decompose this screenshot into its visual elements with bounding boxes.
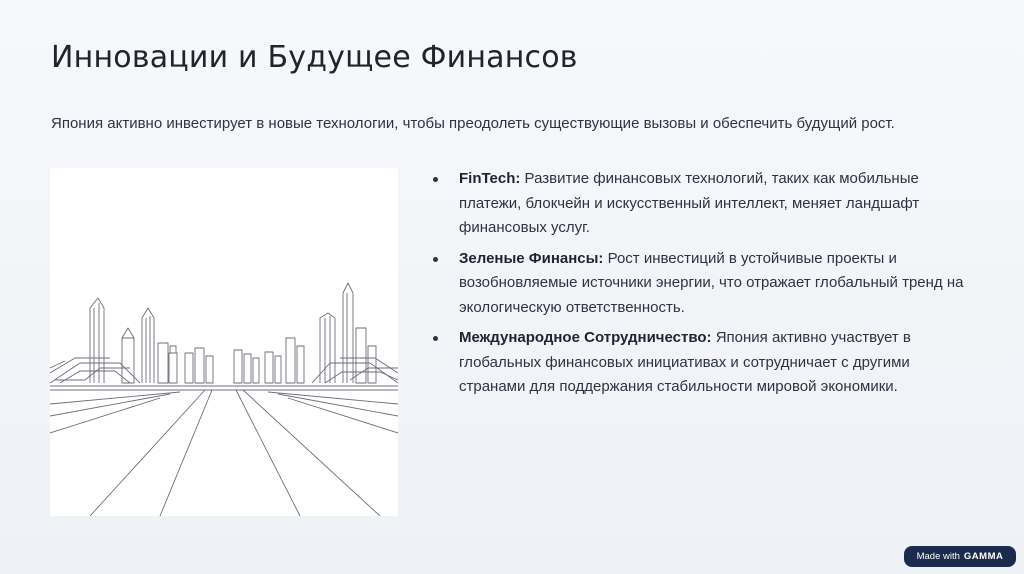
bullet-point-icon — [433, 336, 438, 341]
slide-subtitle: Япония активно инвестирует в новые технологии, чтобы преодолеть существующие вызовы и обеспечить будущий рост. — [51, 115, 895, 132]
bullet-point-icon — [433, 257, 438, 262]
bullet-text: Развитие финансовых технологий, таких как мобильные платежи, блокчейн и искусственный интеллект, меняет ландшафт финансовых услуг. — [459, 170, 920, 236]
made-with-gamma-badge[interactable] — [904, 546, 1016, 567]
bullet-item-international-cooperation — [433, 326, 978, 400]
bullet-point-icon — [433, 177, 438, 182]
bullet-term: Международное Сотрудничество: — [459, 329, 712, 346]
badge-prefix: Made with — [916, 551, 960, 562]
gamma-logo-text: GAMMA — [963, 551, 1004, 562]
bullet-item-green-finance — [433, 247, 978, 321]
bullet-item-fintech — [433, 167, 978, 241]
bullet-text: Япония активно участвует в глобальных финансовых инициативах и сотрудничает с другими странами для поддержания стабильности мировой экономики. — [459, 329, 911, 395]
bullet-text: Рост инвестиций в устойчивые проекты и возобновляемые источники энергии, что отражает глобальный тренд на экологическую ответственность. — [459, 249, 964, 316]
slide-title: Инновации и Будущее Финансов — [51, 40, 578, 75]
city-skyline-drawing — [50, 168, 398, 516]
bullet-term: FinTech: — [459, 170, 521, 187]
city-skyline-illustration — [50, 168, 398, 516]
bullet-list — [433, 167, 978, 406]
bullet-term: Зеленые Финансы: — [459, 249, 604, 267]
